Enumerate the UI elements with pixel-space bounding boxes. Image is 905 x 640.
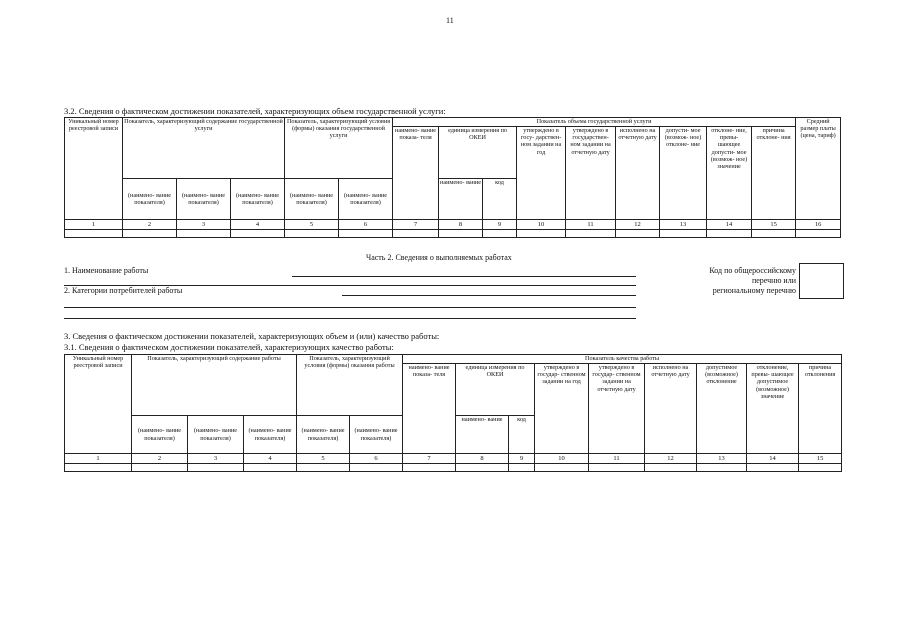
table-cell bbox=[747, 464, 799, 472]
column-number: 6 bbox=[339, 220, 393, 230]
code-label-2: перечню или bbox=[751, 276, 796, 285]
col-approved-year-header: утверждено в госу- дарствен- ном задании на год bbox=[517, 127, 566, 220]
sub-header: (наимено- вание показателя) bbox=[188, 416, 244, 454]
col-content-header: Показатель, характеризующий содержание работы bbox=[132, 355, 297, 416]
table-cell bbox=[65, 464, 132, 472]
sub-header: (наимено- вание показателя) bbox=[231, 179, 285, 220]
work-name-label: 1. Наименование работы bbox=[64, 266, 149, 275]
consumer-category-label: 2. Категории потребителей работы bbox=[64, 286, 183, 295]
table-cell bbox=[403, 464, 456, 472]
table-cell bbox=[439, 230, 483, 238]
col-deviation-header: отклонение, превы- шающее допустимое (возможное) значение bbox=[747, 364, 799, 454]
sub-header: (наимено- вание показателя) bbox=[339, 179, 393, 220]
table-cell bbox=[535, 464, 589, 472]
col-reason-header: причина отклонения bbox=[799, 364, 842, 454]
col-condition-header: Показатель, характеризующий условия (формы) оказания работы bbox=[297, 355, 403, 416]
sub-header: (наимено- вание показателя) bbox=[132, 416, 188, 454]
column-number: 11 bbox=[566, 220, 616, 230]
col-executed-header: исполнено на отчетную дату bbox=[645, 364, 697, 454]
col-unit-header: единица измерения по ОКЕИ bbox=[456, 364, 535, 416]
column-number: 9 bbox=[483, 220, 517, 230]
table-cell bbox=[188, 464, 244, 472]
column-number: 2 bbox=[123, 220, 177, 230]
section-3-1-heading: 3.1. Сведения о фактическом достижении показателей, характеризующих качество работы: bbox=[64, 342, 394, 352]
part-2-title: Часть 2. Сведения о выполняемых работах bbox=[366, 253, 512, 262]
section-3-2-heading: 3.2. Сведения о фактическом достижении показателей, характеризующих объем государственной услуги: bbox=[64, 106, 446, 116]
table-cell bbox=[393, 230, 439, 238]
col-name-header: наимено- вание показа- теля bbox=[403, 364, 456, 454]
column-number: 8 bbox=[456, 454, 509, 464]
col-approved-date-header: утверждено в государ- ственном задании на отчетную дату bbox=[589, 364, 645, 454]
column-number: 4 bbox=[231, 220, 285, 230]
col-avgfee-header: Средний размер платы (цена, тариф) bbox=[796, 118, 841, 220]
table-cell bbox=[339, 230, 393, 238]
consumer-category-line-2 bbox=[64, 307, 636, 308]
consumer-category-line-3 bbox=[64, 318, 636, 319]
table-cell bbox=[796, 230, 841, 238]
column-number: 3 bbox=[188, 454, 244, 464]
sub-header: (наимено- вание показателя) bbox=[285, 179, 339, 220]
column-number: 10 bbox=[517, 220, 566, 230]
table-cell bbox=[285, 230, 339, 238]
column-number: 4 bbox=[244, 454, 297, 464]
column-number: 10 bbox=[535, 454, 589, 464]
table-cell bbox=[616, 230, 660, 238]
col-quality-header: Показатель качества работы bbox=[403, 355, 842, 364]
table-cell bbox=[65, 230, 123, 238]
column-number: 16 bbox=[796, 220, 841, 230]
table-cell bbox=[566, 230, 616, 238]
col-condition-header: Показатель, характеризующий условия (формы) оказания государственной услуги bbox=[285, 118, 393, 179]
table-cell bbox=[483, 230, 517, 238]
work-name-line bbox=[292, 276, 636, 277]
col-unique-header: Уникальный номер реестровой записи bbox=[65, 355, 132, 454]
table-cell bbox=[707, 230, 752, 238]
sub-header: (наимено- вание показателя) bbox=[350, 416, 403, 454]
table-cell bbox=[697, 464, 747, 472]
column-number: 15 bbox=[752, 220, 796, 230]
column-number: 14 bbox=[747, 454, 799, 464]
unit-name-header: наимено- вание bbox=[456, 416, 509, 454]
col-approved-date-header: утверждено в государствен- ном задании на отчетную дату bbox=[566, 127, 616, 220]
table-cell bbox=[244, 464, 297, 472]
column-number: 7 bbox=[393, 220, 439, 230]
col-unit-header: единица измерения по ОКЕИ bbox=[439, 127, 517, 179]
table-cell bbox=[456, 464, 509, 472]
column-numbers-row bbox=[65, 220, 841, 230]
column-number: 11 bbox=[589, 454, 645, 464]
col-name-header: наимено- вание показа- теля bbox=[393, 127, 439, 220]
sub-header: (наимено- вание показателя) bbox=[297, 416, 350, 454]
col-reason-header: причина отклоне- ния bbox=[752, 127, 796, 220]
table-cell bbox=[177, 230, 231, 238]
column-number: 12 bbox=[645, 454, 697, 464]
table-cell bbox=[645, 464, 697, 472]
column-number: 5 bbox=[285, 220, 339, 230]
column-number: 1 bbox=[65, 454, 132, 464]
table-cell bbox=[752, 230, 796, 238]
col-allowed-header: допустимое (возможное) отклонение bbox=[697, 364, 747, 454]
code-box bbox=[799, 263, 844, 299]
col-deviation-header: отклоне- ние, превы- шающее допусти- мое (возмож- ное) значение bbox=[707, 127, 752, 220]
unit-code-header: код bbox=[483, 179, 517, 220]
column-number: 2 bbox=[132, 454, 188, 464]
consumer-category-line bbox=[342, 295, 636, 296]
page-number: 11 bbox=[446, 16, 454, 25]
sub-header: (наимено- вание показателя) bbox=[123, 179, 177, 220]
column-number: 6 bbox=[350, 454, 403, 464]
column-number: 3 bbox=[177, 220, 231, 230]
col-executed-header: исполнено на отчетную дату bbox=[616, 127, 660, 220]
quality-table bbox=[64, 354, 842, 472]
column-number: 5 bbox=[297, 454, 350, 464]
table-row bbox=[65, 464, 842, 472]
unit-name-header: наимено- вание bbox=[439, 179, 483, 220]
code-label-3: региональному перечню bbox=[712, 286, 796, 295]
table-cell bbox=[799, 464, 842, 472]
table-cell bbox=[297, 464, 350, 472]
table-cell bbox=[231, 230, 285, 238]
column-number: 13 bbox=[697, 454, 747, 464]
sub-header: (наимено- вание показателя) bbox=[177, 179, 231, 220]
column-number: 9 bbox=[509, 454, 535, 464]
column-number: 8 bbox=[439, 220, 483, 230]
table-cell bbox=[589, 464, 645, 472]
col-allowed-header: допусти- мое (возмож- ное) отклоне- ние bbox=[660, 127, 707, 220]
column-number: 13 bbox=[660, 220, 707, 230]
volume-table bbox=[64, 117, 841, 238]
col-approved-year-header: утверждено в государ- ственном задании на год bbox=[535, 364, 589, 454]
table-cell bbox=[660, 230, 707, 238]
col-unique-header: Уникальный номер реестровой записи bbox=[65, 118, 123, 220]
table-cell bbox=[509, 464, 535, 472]
col-volume-header: Показатель объема государственной услуги bbox=[393, 118, 796, 127]
sub-header: (наимено- вание показателя) bbox=[244, 416, 297, 454]
column-number: 12 bbox=[616, 220, 660, 230]
col-content-header: Показатель, характеризующий содержание государственной услуги bbox=[123, 118, 285, 179]
column-number: 15 bbox=[799, 454, 842, 464]
table-cell bbox=[123, 230, 177, 238]
section-3-heading: 3. Сведения о фактическом достижении показателей, характеризующих объем и (или) качество работы: bbox=[64, 331, 440, 341]
unit-code-header: код bbox=[509, 416, 535, 454]
column-number: 7 bbox=[403, 454, 456, 464]
column-number: 14 bbox=[707, 220, 752, 230]
table-row bbox=[65, 230, 841, 238]
table-cell bbox=[517, 230, 566, 238]
table-cell bbox=[132, 464, 188, 472]
code-label-1: Код по общероссийскому bbox=[709, 266, 796, 275]
column-number: 1 bbox=[65, 220, 123, 230]
column-numbers-row bbox=[65, 454, 842, 464]
table-cell bbox=[350, 464, 403, 472]
